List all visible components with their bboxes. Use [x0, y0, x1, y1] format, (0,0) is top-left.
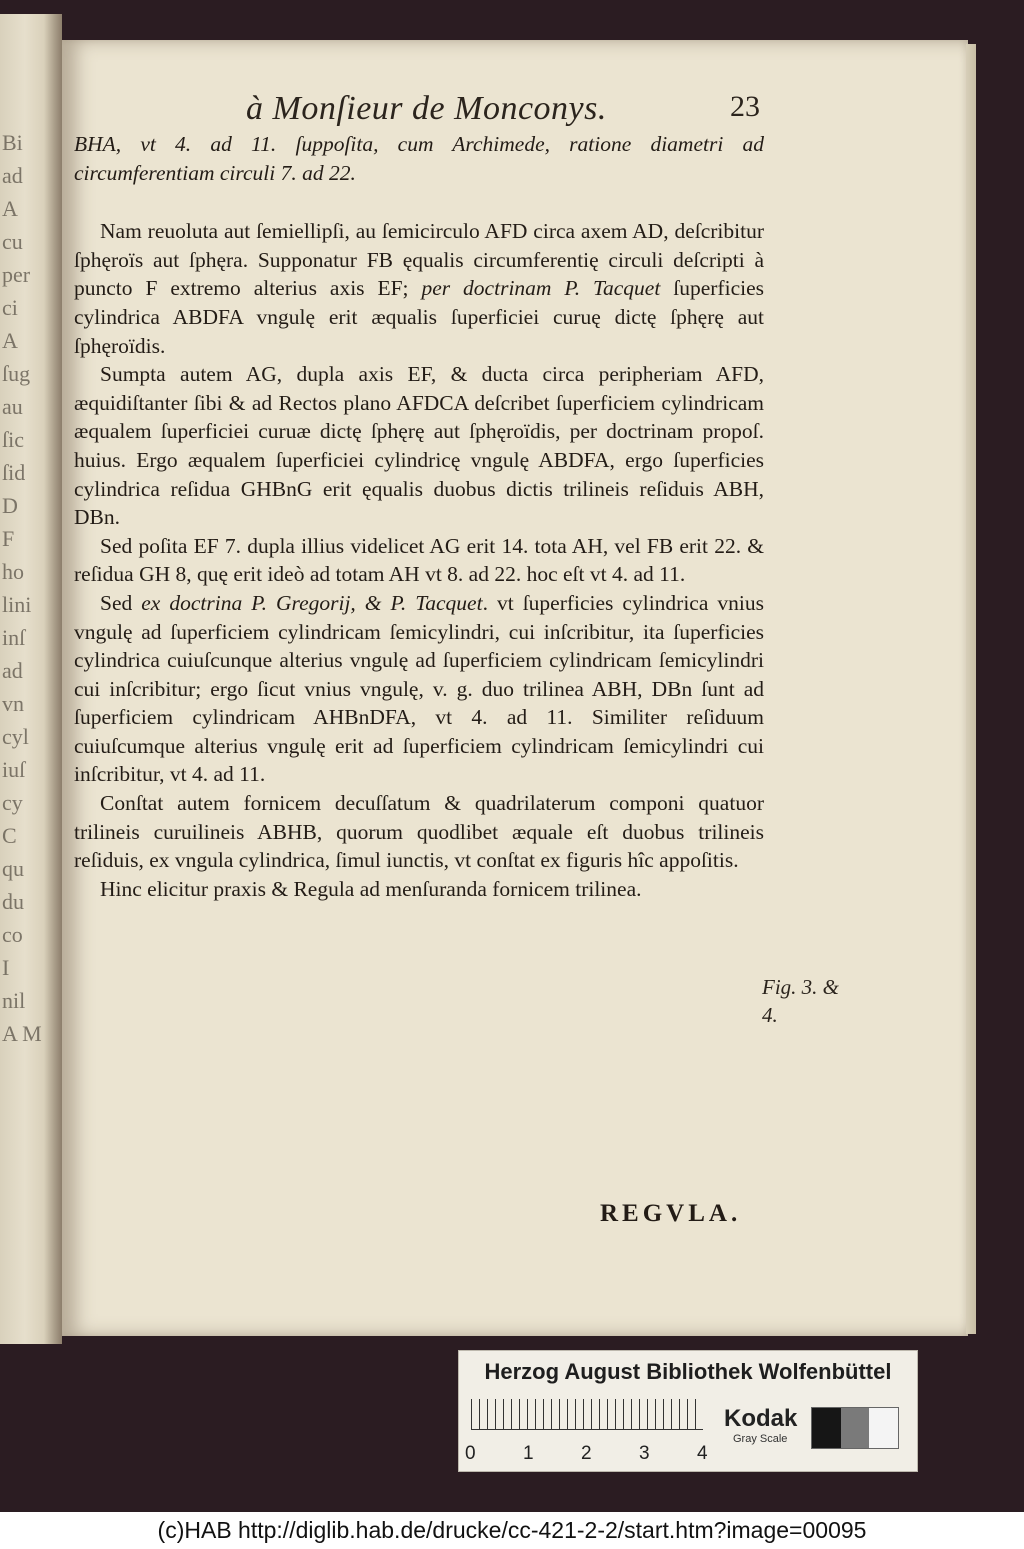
- text-run: Sumpta autem AG, dupla axis EF, & ducta circa peripheriam AFD, æquidiſtanter ſibi & ad Rectos plano AFDCA deſcribet ſuperficiem cylindricam æqualem ſuperficiei curuæ dictę ſphęrę aut ſphęroïdis, per doctrinam propoſ. huius. Ergo æqualem ſuperficiei cylindricę vngulę ABDFA, ergo ſuperficies cylindrica reſidua GHBnG erit ęqualis duobus dictis trilineis reſiduis ABH, DBn.: [74, 362, 764, 530]
- ruler-number: 1: [523, 1443, 534, 1464]
- ruler-numbers: [465, 1443, 708, 1465]
- paragraph: [74, 130, 764, 187]
- left-page-fragment: ſic: [2, 427, 24, 452]
- paragraph: [74, 875, 764, 904]
- left-page-fragment: nil: [2, 988, 26, 1013]
- left-page-fragment: qu: [2, 856, 24, 881]
- ruler-scale: [471, 1399, 703, 1430]
- text-run: BHA, vt 4. ad 11.: [74, 132, 296, 156]
- text-run: Hinc elicitur praxis & Regula ad menſuranda fornicem trilinea.: [100, 876, 642, 901]
- text-run: Sed: [100, 590, 142, 615]
- left-page-fragment: ſug: [2, 361, 31, 386]
- running-head: à Monſieur de Monconys.: [246, 90, 607, 127]
- left-page-edge: [0, 14, 62, 1344]
- left-page-fragment: au: [2, 394, 23, 419]
- left-page-fragment: D: [2, 493, 18, 518]
- gray-scale-label: Gray Scale: [733, 1433, 788, 1445]
- text-run: ex doctrina P. Gregorij, & P. Tacquet: [141, 590, 483, 615]
- left-page-fragment: per: [2, 262, 31, 287]
- text-run: ſuppoſita, cum Archimede, ratione diametri ad circumferentiam circuli 7. ad 22.: [74, 132, 764, 185]
- left-page-fragment: lini: [2, 592, 32, 617]
- left-page-fragment: ad: [2, 163, 23, 188]
- left-page-fragment: ad: [2, 658, 23, 683]
- left-page-fragment: vn: [2, 691, 24, 716]
- left-page-fragment: co: [2, 922, 23, 947]
- paragraph: [74, 532, 764, 589]
- paragraph: [74, 789, 764, 875]
- left-page-fragment: iuſ: [2, 757, 26, 782]
- left-page-fragment: A: [2, 196, 18, 221]
- card-title: Herzog August Bibliothek Wolfenbüttel: [484, 1359, 892, 1384]
- color-calibration-card: [458, 1350, 918, 1472]
- text-run: Conſtat autem fornicem decuſſatum & quadrilaterum componi quatuor trilineis curuilineis ABHB, quorum quodlibet æquale eſt duobus trilineis reſiduis, ex vngula cylindrica, ſimul iunctis, vt conſtat ex figuris hîc appoſitis.: [74, 791, 764, 873]
- text-run: per doctrinam P. Tacquet: [421, 276, 661, 301]
- section-heading: REGVLA.: [600, 1200, 742, 1227]
- page-fore-edge: [966, 44, 976, 1334]
- left-page-fragment: ci: [2, 295, 18, 320]
- page-number: 23: [730, 90, 760, 123]
- page-scan: [62, 40, 968, 1336]
- left-page-fragment: I: [2, 955, 10, 980]
- text-run: Nam reuoluta aut ſemiellipſi, au ſemicirculo AFD circa axem AD, deſcribitur ſphęroïs aut ſphęra. Supponatur FB ęqualis circumferentię circuli deſcripti à puncto F extremo alterius axis EF;: [74, 219, 764, 301]
- gray-swatches: [811, 1407, 899, 1449]
- ruler-number: 3: [639, 1443, 650, 1464]
- left-page-fragment: inſ: [2, 625, 26, 650]
- paragraph: [74, 217, 764, 360]
- gray-swatch: [812, 1408, 841, 1448]
- body-text: [74, 130, 764, 903]
- text-run: . vt ſuperficies cylindrica vnius vngulę ad ſuperficiem cylindricam ſemicylindri, cui inſcribitur, ita ſuperficies cylindrica cuiuſcunque alterius vngulę ad ſuperficiem cylindricam ſemicylindri cui inſcribitur; ergo ſicut vnius vngulę, v. g. duo trilinea ABH, DBn ſunt ad ſuperficiem cylindricam AHBnDFA, vt 4. ad 11. Similiter reſiduum cuiuſcumque alterius vngulę erit ad ſuperficiem cylindricam ſemicylindri cui inſcribitur, vt 4. ad 11.: [74, 590, 764, 787]
- left-page-fragment: C: [2, 823, 17, 848]
- gray-swatch: [869, 1408, 898, 1448]
- kodak-logo: Kodak: [724, 1405, 798, 1432]
- text-run: ſuperficies cylindrica ABDFA vngulę erit æqualis ſuperficiei curuę dictę ſphęrę aut ſphęroïdis.: [74, 276, 764, 358]
- paragraph: [74, 360, 764, 532]
- left-page-fragment: du: [2, 889, 24, 914]
- left-page-fragment: ſid: [2, 460, 26, 485]
- text-run: Sed poſita EF 7. dupla illius videlicet AG erit 14. tota AH, vel FB erit 22. & reſidua GH 8, quę erit ideò ad totam AH vt 8. ad 22. hoc eſt vt 4. ad 11.: [74, 533, 764, 587]
- gray-swatch: [841, 1408, 870, 1448]
- ruler-number: 4: [697, 1443, 708, 1464]
- left-page-fragment: cy: [2, 790, 23, 815]
- left-page-fragment: cu: [2, 229, 23, 254]
- left-page-fragment: ho: [2, 559, 24, 584]
- ruler-number: 2: [581, 1443, 592, 1464]
- left-page-fragment: A M: [2, 1021, 42, 1046]
- margin-note: Fig. 3. & 4.: [762, 975, 839, 1027]
- left-page-fragment: cyl: [2, 724, 29, 749]
- copyright-footer: (c)HAB http://diglib.hab.de/drucke/cc-421-2-2/start.htm?image=00095: [0, 1512, 1024, 1549]
- left-page-fragment: A: [2, 328, 18, 353]
- left-page-fragment: F: [2, 526, 15, 551]
- paragraph: [74, 589, 764, 789]
- left-page-fragment: Bi: [2, 130, 23, 155]
- ruler-number: 0: [465, 1443, 476, 1464]
